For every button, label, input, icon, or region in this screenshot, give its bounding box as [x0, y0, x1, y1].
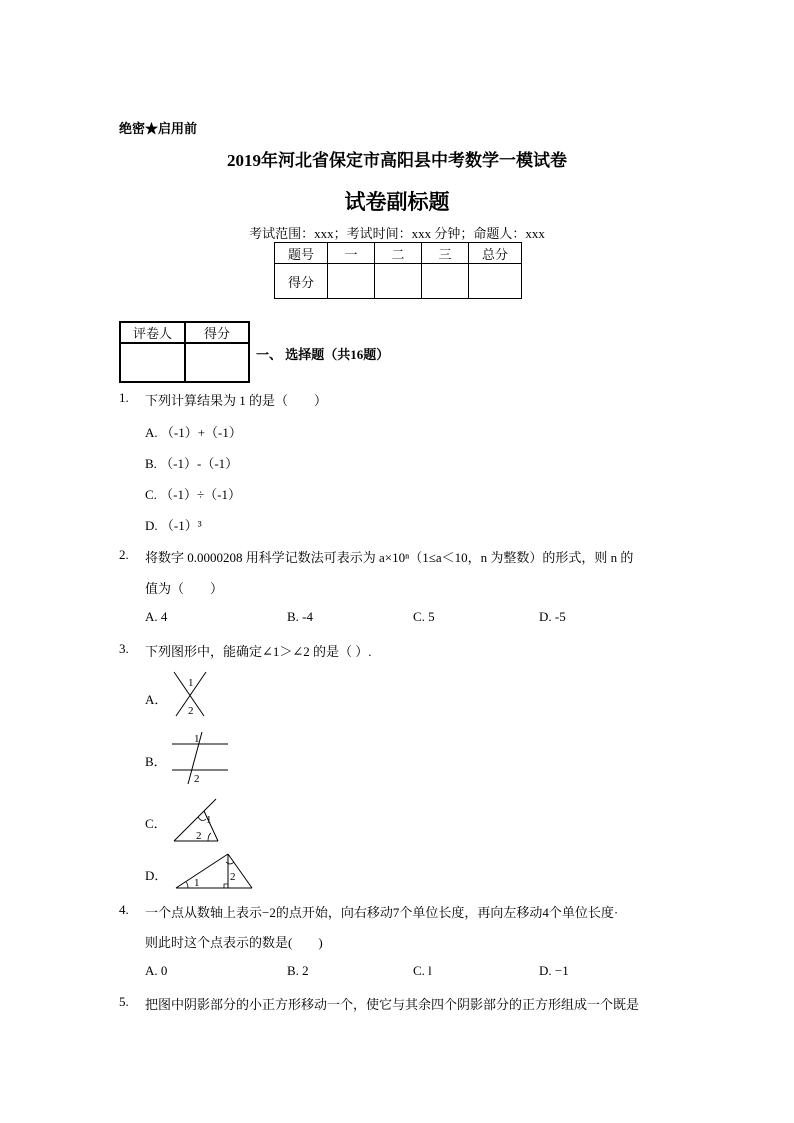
figure-label: 2 — [196, 830, 202, 842]
question-number: 1. — [119, 390, 129, 405]
question-text-continued: 则此时这个点表示的数是( ) — [145, 935, 323, 950]
option: B． — [145, 754, 167, 769]
question-number: 3. — [119, 641, 129, 656]
score-table — [274, 242, 522, 299]
question-text-continued: 值为（ ） — [145, 581, 224, 596]
question-text: 下列计算结果为 1 的是（ ） — [145, 393, 328, 408]
option: D. （-1）³ — [145, 518, 202, 533]
option: D． — [145, 868, 168, 883]
option: C. l — [413, 963, 432, 978]
figure-label: 2 — [188, 705, 194, 717]
score-table-score-row — [275, 264, 522, 299]
option: A. 0 — [145, 963, 168, 978]
score-header-cell: 一 — [328, 243, 375, 264]
question-text: 一个点从数轴上表示−2的点开始，向右移动7个单位长度，再向左移动4个单位长度· — [145, 905, 619, 920]
option: C． — [145, 816, 167, 831]
figure-a-intersecting-lines — [168, 668, 218, 720]
score-header-cell: 总分 — [469, 243, 522, 264]
confidential-label: 绝密★启用前 — [119, 121, 198, 136]
figure-label: 2 — [230, 871, 236, 883]
exam-info: 考试范围：xxx；考试时间：xxx 分钟；命题人：xxx — [249, 226, 545, 241]
option: D. -5 — [539, 609, 566, 624]
figure-c-triangle — [172, 797, 224, 845]
option: A. （-1）+（-1） — [145, 425, 242, 440]
option: B. 2 — [287, 963, 309, 978]
score-cell — [328, 264, 375, 299]
score-header-cell: 三 — [422, 243, 469, 264]
figure-label: 1 — [206, 814, 212, 826]
reviewer-blank-row — [120, 343, 249, 382]
figure-label: 1 — [194, 733, 200, 745]
score-row-label: 得分 — [275, 264, 328, 299]
question-number: 4. — [119, 902, 129, 917]
figure-b-parallel-lines — [168, 730, 232, 786]
figure-d-right-triangle — [174, 852, 254, 892]
question-text: 把图中阴影部分的小正方形移动一个，使它与其余四个阴影部分的正方形组成一个既是 — [145, 997, 640, 1012]
figure-label: 1 — [194, 877, 200, 889]
figure-label: 2 — [194, 773, 200, 785]
score-cell — [469, 264, 522, 299]
reviewer-header-row — [120, 322, 249, 343]
figure-label: 1 — [188, 677, 194, 689]
score-cell — [375, 264, 422, 299]
reviewer-table — [119, 321, 250, 383]
score-header-cell: 题号 — [275, 243, 328, 264]
exam-title: 2019年河北省保定市高阳县中考数学一模试卷 — [227, 151, 567, 170]
question-text: 下列图形中，能确定∠1＞∠2 的是（ ）. — [145, 644, 372, 659]
reviewer-header-cell: 得分 — [185, 322, 249, 343]
exam-subtitle: 试卷副标题 — [344, 190, 450, 214]
option: D. −1 — [539, 963, 569, 978]
section-heading: 一、 选择题（共16题） — [256, 347, 390, 362]
score-header-cell: 二 — [375, 243, 422, 264]
reviewer-cell — [120, 343, 185, 382]
option: A. 4 — [145, 609, 168, 624]
option: B. -4 — [287, 609, 313, 624]
question-number: 2. — [119, 547, 129, 562]
option: C. （-1）÷（-1） — [145, 487, 241, 502]
option: C. 5 — [413, 609, 435, 624]
option: B. （-1）-（-1） — [145, 456, 239, 471]
score-cell — [422, 264, 469, 299]
reviewer-header-cell: 评卷人 — [120, 322, 185, 343]
question-text: 将数字 0.0000208 用科学记数法可表示为 a×10ⁿ（1≤a＜10，n 为整数）的形式，则 n 的 — [145, 550, 634, 565]
score-table-header-row — [275, 243, 522, 264]
option: A． — [145, 692, 168, 707]
reviewer-cell — [185, 343, 249, 382]
question-number: 5. — [119, 994, 129, 1009]
